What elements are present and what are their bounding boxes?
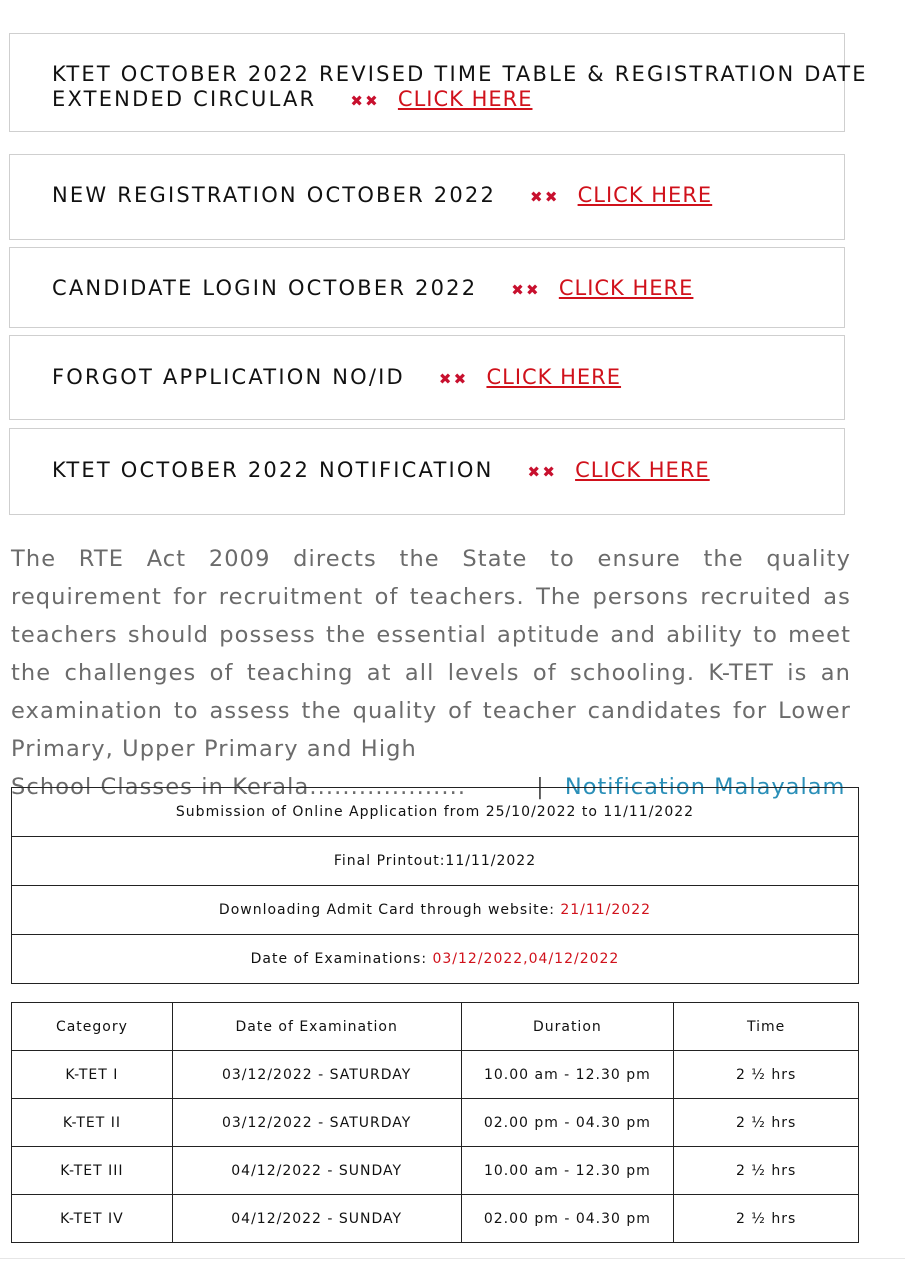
- revised-timetable-line2: EXTENDED CIRCULAR: [52, 87, 317, 111]
- cell-date: 04/12/2022 - SUNDAY: [172, 1147, 461, 1195]
- cell-time: 2 ½ hrs: [674, 1195, 859, 1243]
- table-row: [12, 1195, 859, 1243]
- cell-time: 2 ½ hrs: [674, 1051, 859, 1099]
- link-box-new-registration: [9, 154, 845, 240]
- candidate-login-row: [52, 276, 693, 300]
- table-row: [12, 837, 859, 886]
- click-here-link-notification[interactable]: CLICK HERE: [575, 458, 710, 482]
- cell-date: 03/12/2022 - SATURDAY: [172, 1051, 461, 1099]
- header-date: Date of Examination: [172, 1003, 461, 1051]
- cross-mark-icon: ✖✖: [530, 188, 560, 206]
- notification-label: KTET OCTOBER 2022 NOTIFICATION: [52, 458, 494, 482]
- cell-date: 04/12/2022 - SUNDAY: [172, 1195, 461, 1243]
- link-box-candidate-login: [9, 247, 845, 328]
- cell-date: 03/12/2022 - SATURDAY: [172, 1099, 461, 1147]
- header-duration: Duration: [461, 1003, 674, 1051]
- cross-mark-icon: ✖✖: [350, 92, 380, 110]
- cross-mark-icon: ✖✖: [511, 281, 541, 299]
- click-here-link-forgot[interactable]: CLICK HERE: [486, 365, 622, 389]
- submission-dates: Submission of Online Application from 25/10/2022 to 11/11/2022: [12, 788, 859, 837]
- cell-time: 2 ½ hrs: [674, 1099, 859, 1147]
- final-printout-date: Final Printout:11/11/2022: [12, 837, 859, 886]
- admit-card-label: Downloading Admit Card through website:: [218, 902, 561, 918]
- link-box-notification: [9, 428, 845, 515]
- cell-time: 2 ½ hrs: [674, 1147, 859, 1195]
- revised-timetable-line1: KTET OCTOBER 2022 REVISED TIME TABLE & REGISTRATION DATE: [52, 62, 868, 86]
- important-dates-table: [11, 787, 859, 984]
- header-category: Category: [12, 1003, 173, 1051]
- cell-category: K-TET I: [12, 1051, 173, 1099]
- rte-description: [11, 540, 851, 806]
- table-row: [12, 788, 859, 837]
- cell-category: K-TET IV: [12, 1195, 173, 1243]
- admit-card-cell: [12, 886, 859, 935]
- table-header-row: [12, 1003, 859, 1051]
- divider: [0, 1258, 905, 1259]
- cell-duration: 10.00 am - 12.30 pm: [461, 1051, 674, 1099]
- cell-duration: 02.00 pm - 04.30 pm: [461, 1099, 674, 1147]
- new-registration-row: [52, 183, 712, 207]
- cross-mark-icon: ✖✖: [438, 370, 469, 388]
- revised-timetable-line2-wrap: [52, 87, 533, 111]
- header-time: Time: [674, 1003, 859, 1051]
- table-row: [12, 1099, 859, 1147]
- notification-row: [52, 458, 710, 482]
- separator: |: [536, 774, 545, 800]
- cell-category: K-TET III: [12, 1147, 173, 1195]
- table-row: [12, 935, 859, 984]
- click-here-link-login[interactable]: CLICK HERE: [558, 276, 694, 300]
- table-row: [12, 1147, 859, 1195]
- exam-dates-label: Date of Examinations:: [250, 951, 433, 967]
- table-row: [12, 886, 859, 935]
- exam-dates-value: 03/12/2022,04/12/2022: [432, 951, 620, 967]
- notification-malayalam-link[interactable]: Notification Malayalam: [564, 774, 846, 800]
- link-box-forgot-application: [9, 335, 845, 420]
- click-here-link-circular[interactable]: CLICK HERE: [397, 87, 533, 111]
- click-here-link-registration[interactable]: CLICK HERE: [577, 183, 713, 207]
- candidate-login-label: CANDIDATE LOGIN OCTOBER 2022: [52, 276, 478, 300]
- admit-card-date: 21/11/2022: [560, 902, 652, 918]
- cross-mark-icon: ✖✖: [527, 463, 558, 481]
- link-box-revised-timetable: [9, 33, 868, 132]
- table-row: [12, 1051, 859, 1099]
- description-body: The RTE Act 2009 directs the State to ensure the quality requirement for recruitment of teachers. The persons recruited as teachers should possess the essential aptitude and ability to meet the challenges of teaching at all levels of schooling. K-TET is an examination to assess the quality of teacher candidates for Lower Primary, Upper Primary and High: [11, 546, 851, 762]
- exam-schedule-table: [11, 1002, 859, 1243]
- forgot-application-label: FORGOT APPLICATION NO/ID: [52, 365, 405, 389]
- cell-duration: 10.00 am - 12.30 pm: [461, 1147, 674, 1195]
- description-tail: School Classes in Kerala...................: [11, 774, 467, 800]
- cell-duration: 02.00 pm - 04.30 pm: [461, 1195, 674, 1243]
- exam-dates-cell: [12, 935, 859, 984]
- new-registration-label: NEW REGISTRATION OCTOBER 2022: [52, 183, 497, 207]
- cell-category: K-TET II: [12, 1099, 173, 1147]
- forgot-application-row: [52, 365, 621, 389]
